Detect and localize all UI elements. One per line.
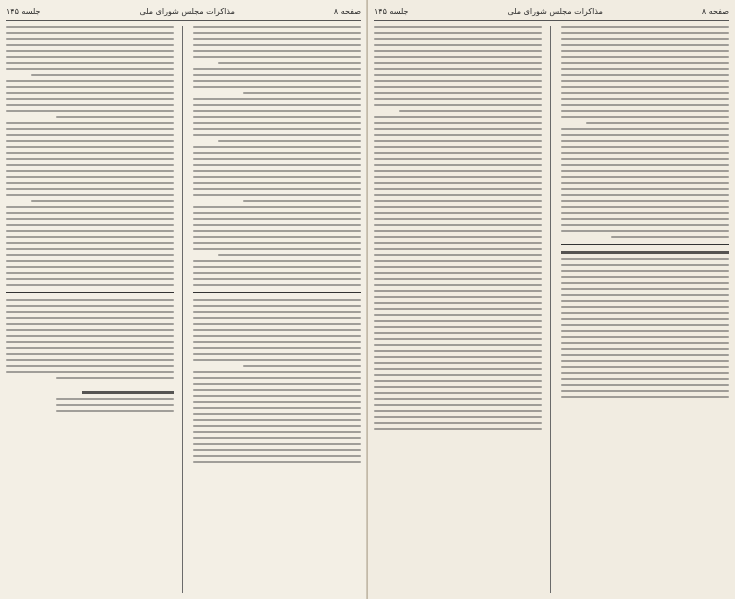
right-running-title: مذاکرات مجلس شورای ملی xyxy=(507,6,603,16)
left-page-header xyxy=(6,4,361,21)
left-page xyxy=(0,0,367,599)
right-page-header xyxy=(374,4,729,21)
right-page-column-right xyxy=(561,26,729,593)
right-page-label: صفحه ۸ xyxy=(701,6,729,16)
left-page-label: صفحه ۸ xyxy=(333,6,361,16)
right-session-number: جلسه ۱۴۵ xyxy=(374,6,409,16)
left-running-title: مذاکرات مجلس شورای ملی xyxy=(139,6,235,16)
left-session-number: جلسه ۱۴۵ xyxy=(6,6,41,16)
right-page xyxy=(368,0,735,599)
right-page-column-left xyxy=(374,26,542,593)
left-page-column-right xyxy=(193,26,361,593)
left-page-column-left xyxy=(6,26,174,593)
